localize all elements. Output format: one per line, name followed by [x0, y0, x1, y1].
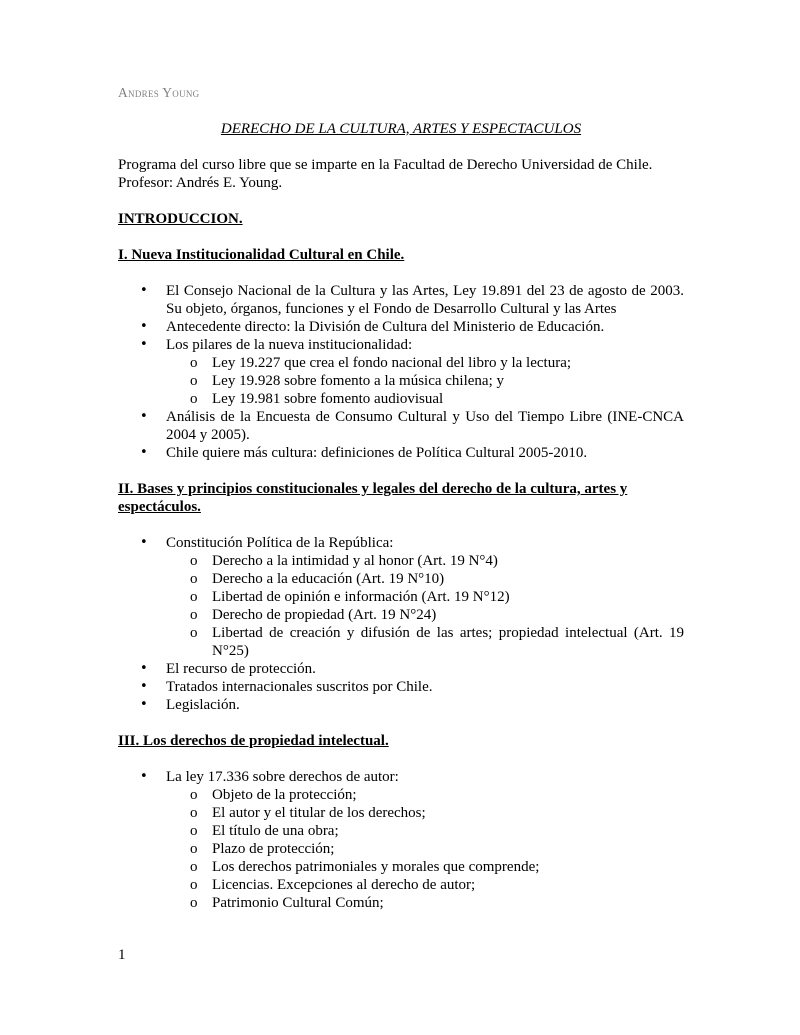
sub-list-item-text: Derecho a la educación (Art. 19 N°10) — [212, 571, 445, 587]
circle-bullet-icon: o — [190, 823, 198, 839]
sub-list-item-text: Ley 19.227 que crea el fondo nacional del libro y la lectura; — [212, 355, 572, 371]
document-title: DERECHO DE LA CULTURA, ARTES Y ESPECTACULOS — [220, 121, 582, 137]
list-item-text: Análisis de la Encuesta de Consumo Cultural y Uso del Tiempo Libre (INE-CNCA 2004 y 2005). — [166, 409, 684, 443]
intro-paragraph — [118, 156, 684, 192]
sub-list — [166, 786, 684, 912]
circle-bullet-icon: o — [190, 841, 198, 857]
page-number: 1 — [118, 947, 126, 963]
sub-list — [166, 354, 684, 408]
document-page — [118, 84, 684, 912]
bullet-list — [118, 768, 684, 912]
sub-list-item-text: Licencias. Excepciones al derecho de autor; — [212, 877, 476, 893]
list-item — [118, 444, 684, 462]
list-item-text: Chile quiere más cultura: definiciones de Política Cultural 2005-2010. — [166, 445, 588, 461]
circle-bullet-icon: o — [190, 589, 198, 605]
list-item-text: Los pilares de la nueva institucionalidad: — [166, 337, 413, 353]
circle-bullet-icon: o — [190, 571, 198, 587]
running-header: Andres Young — [118, 85, 200, 100]
list-item-text: Legislación. — [166, 697, 240, 713]
bullet-list — [118, 282, 684, 462]
section-heading: II. Bases y principios constitucionales y legales del derecho de la cultura, artes y espectáculos. — [118, 481, 628, 515]
section-heading: I. Nueva Institucionalidad Cultural en Chile. — [118, 247, 405, 263]
sub-list-item — [166, 354, 684, 372]
list-item — [118, 282, 684, 318]
sub-list-item — [166, 840, 684, 858]
sub-list-item-text: Derecho de propiedad (Art. 19 N°24) — [212, 607, 437, 623]
sub-list-item-text: Patrimonio Cultural Común; — [212, 895, 384, 911]
circle-bullet-icon: o — [190, 859, 198, 875]
list-item-text: El Consejo Nacional de la Cultura y las Artes, Ley 19.891 del 23 de agosto de 2003. Su objeto, órganos, funciones y el Fondo de Desarrollo Cultural y las Artes — [166, 283, 684, 317]
sub-list — [166, 552, 684, 660]
list-item-text: Antecedente directo: la División de Cultura del Ministerio de Educación. — [166, 319, 605, 335]
sub-list-item-text: Los derechos patrimoniales y morales que comprende; — [212, 859, 540, 875]
intro-line-1: Programa del curso libre que se imparte en la Facultad de Derecho Universidad de Chile. — [118, 157, 653, 173]
sub-list-item — [166, 858, 684, 876]
sub-list-item — [166, 588, 684, 606]
circle-bullet-icon: o — [190, 895, 198, 911]
sub-list-item — [166, 372, 684, 390]
list-item-text: El recurso de protección. — [166, 661, 316, 677]
sub-list-item — [166, 822, 684, 840]
sub-list-item — [166, 390, 684, 408]
list-item — [118, 768, 684, 912]
sub-list-item-text: Ley 19.981 sobre fomento audiovisual — [212, 391, 444, 407]
bullet-list — [118, 534, 684, 714]
sub-list-item-text: Objeto de la protección; — [212, 787, 357, 803]
circle-bullet-icon: o — [190, 355, 198, 371]
list-item — [118, 336, 684, 408]
circle-bullet-icon: o — [190, 625, 198, 641]
list-item — [118, 678, 684, 696]
sub-list-item-text: Derecho a la intimidad y al honor (Art. 19 N°4) — [212, 553, 498, 569]
circle-bullet-icon: o — [190, 787, 198, 803]
circle-bullet-icon: o — [190, 391, 198, 407]
circle-bullet-icon: o — [190, 805, 198, 821]
sub-list-item — [166, 786, 684, 804]
circle-bullet-icon: o — [190, 373, 198, 389]
intro-line-2: Profesor: Andrés E. Young. — [118, 175, 283, 191]
circle-bullet-icon: o — [190, 877, 198, 893]
sub-list-item-text: Ley 19.928 sobre fomento a la música chilena; y — [212, 373, 504, 389]
sub-list-item — [166, 624, 684, 660]
sub-list-item — [166, 876, 684, 894]
sub-list-item-text: El título de una obra; — [212, 823, 339, 839]
section-heading: III. Los derechos de propiedad intelectual. — [118, 733, 389, 749]
list-item-text: Constitución Política de la República: — [166, 535, 394, 551]
circle-bullet-icon: o — [190, 553, 198, 569]
sub-list-item-text: El autor y el titular de los derechos; — [212, 805, 426, 821]
list-item — [118, 660, 684, 678]
sub-list-item-text: Plazo de protección; — [212, 841, 335, 857]
introduccion-heading: INTRODUCCION. — [118, 211, 243, 227]
list-item-text: Tratados internacionales suscritos por Chile. — [166, 679, 433, 695]
list-item — [118, 534, 684, 660]
sub-list-item — [166, 894, 684, 912]
sub-list-item — [166, 804, 684, 822]
circle-bullet-icon: o — [190, 607, 198, 623]
list-item — [118, 318, 684, 336]
list-item-text: La ley 17.336 sobre derechos de autor: — [166, 769, 399, 785]
sub-list-item — [166, 606, 684, 624]
sub-list-item — [166, 570, 684, 588]
list-item — [118, 408, 684, 444]
sub-list-item-text: Libertad de opinión e información (Art. 19 N°12) — [212, 589, 510, 605]
sections-container — [118, 246, 684, 912]
list-item — [118, 696, 684, 714]
sub-list-item-text: Libertad de creación y difusión de las artes; propiedad intelectual (Art. 19 N°25) — [212, 625, 684, 659]
sub-list-item — [166, 552, 684, 570]
